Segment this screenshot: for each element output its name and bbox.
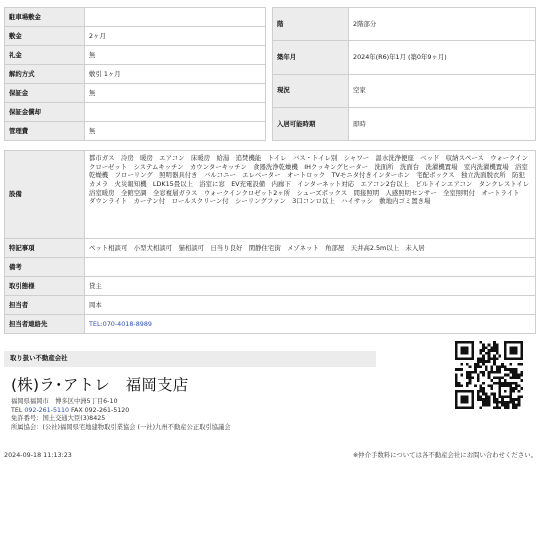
equipment-label: 設備 [5, 151, 85, 239]
table-row [5, 277, 536, 296]
row-label: 礼金 [5, 46, 85, 65]
company-address: 福岡県福岡市 博多区中洲5丁目6-10 [11, 398, 118, 405]
table-row [5, 239, 536, 258]
row-label: 築年月 [273, 41, 349, 74]
row-label: 備考 [5, 258, 85, 277]
row-value: 2ヶ月 [85, 27, 266, 46]
company-tel-link[interactable]: 092-261-5110 [24, 406, 69, 414]
table-row [273, 107, 536, 140]
company-section-title: 取り扱い不動産会社 [4, 351, 376, 367]
table-row [5, 8, 266, 27]
details-table [4, 150, 536, 334]
row-value: 貸主 [85, 277, 536, 296]
row-value: 敷引 1ヶ月 [85, 65, 266, 84]
top-tables [4, 7, 536, 141]
row-value: 無 [85, 46, 266, 65]
row-label: 解約方式 [5, 65, 85, 84]
company-license: 免許番号：国土交通大臣(3)8425 [11, 415, 106, 422]
row-value: 即時 [349, 107, 536, 140]
qr-code-icon [455, 341, 523, 409]
table-row [273, 8, 536, 41]
row-value: 岡本 [85, 296, 536, 315]
row-label: 入居可能時期 [273, 107, 349, 140]
details-section [4, 150, 536, 334]
table-row [5, 258, 536, 277]
row-label: 取引態様 [5, 277, 85, 296]
table-row [5, 65, 266, 84]
row-value: 2階部分 [349, 8, 536, 41]
tel-label: TEL [11, 406, 23, 414]
company-association: 所属協会：(公社)福岡県宅地建物取引業協会 (一社)九州不動産公正取引協議会 [11, 423, 231, 431]
company-info [11, 398, 231, 432]
contact-value [85, 315, 536, 334]
table-row [5, 84, 266, 103]
row-value: ペット相談可 小型犬相談可 猫相談可 日当り良好 閑静住宅街 メゾネット 角部屋 天井高2.5m以上 未入居 [85, 239, 536, 258]
company-fax: FAX 092-261-5120 [70, 406, 130, 414]
row-label: 特記事項 [5, 239, 85, 258]
table-row [273, 74, 536, 107]
table-row [5, 315, 536, 334]
row-label: 駐車場敷金 [5, 8, 85, 27]
table-row [5, 122, 266, 141]
equipment-value: 都市ガス 冷房 暖房 エアコン 床暖房 給湯 追焚機能 トイレ バス・トイレ別 シャワー 温水洗浄便座 ベッド 収納スペース ウォークインクローゼット システムキッチン カウンターキッチン 食器洗浄乾燥機 IHクッキングヒーター 洗面所 洗面台 洗濯機置場 室内洗濯機置場 浴室乾燥機 フローリング 照明器具付き バルコニー エレベーター オートロック TVモニタ付きインターホン 宅配ボックス 独立洗面脱衣所 防犯カメラ 火災報知機 LDK15畳以上 浴室に窓 EV充電設備 内廊下 インターネット対応 エアコン2台以上 ビルトインエアコン タンクレストイレ 浴室暖房 全館空調 全窓複層ガラス ウォークインクロゼット2ヶ所 シューズボックス 間接照明 人感照明センサー 全室照明付 オートライト ダウンライト カーテン付 ロールスクリーン付 シーリングファン 3口コンロ以上 ハイサッシ 敷地内ゴミ置き場 [85, 151, 536, 239]
contact-phone-link[interactable]: 070-4018-8989 [102, 319, 152, 328]
row-value: 無 [85, 122, 266, 141]
row-label: 敷金 [5, 27, 85, 46]
building-table [272, 7, 536, 141]
table-row [273, 41, 536, 74]
fees-table [4, 7, 266, 141]
row-label: 管理費 [5, 122, 85, 141]
row-label: 保証金償却 [5, 103, 85, 122]
row-value [85, 103, 266, 122]
row-value: 無 [85, 84, 266, 103]
row-label: 階 [273, 8, 349, 41]
table-row [5, 46, 266, 65]
brokerage-note: ※仲介手数料については各不動産会社にお問い合わせください。 [352, 451, 537, 459]
row-value: 2024年(R6)年1月 (築0年9ヶ月) [349, 41, 536, 74]
table-row [5, 27, 266, 46]
row-value [85, 8, 266, 27]
table-row [5, 151, 536, 239]
row-value [85, 258, 536, 277]
row-label: 担当者 [5, 296, 85, 315]
row-label: 保証金 [5, 84, 85, 103]
print-datetime: 2024-09-18 11:13:23 [4, 451, 72, 459]
company-phones [11, 407, 231, 416]
row-label: 現況 [273, 74, 349, 107]
row-value: 空家 [349, 74, 536, 107]
contact-label: 担当者連絡先 [5, 315, 85, 334]
contact-prefix: TEL: [89, 319, 103, 328]
company-name: (株)ラ･アトレ 福岡支店 [11, 376, 189, 394]
table-row [5, 296, 536, 315]
table-row [5, 103, 266, 122]
